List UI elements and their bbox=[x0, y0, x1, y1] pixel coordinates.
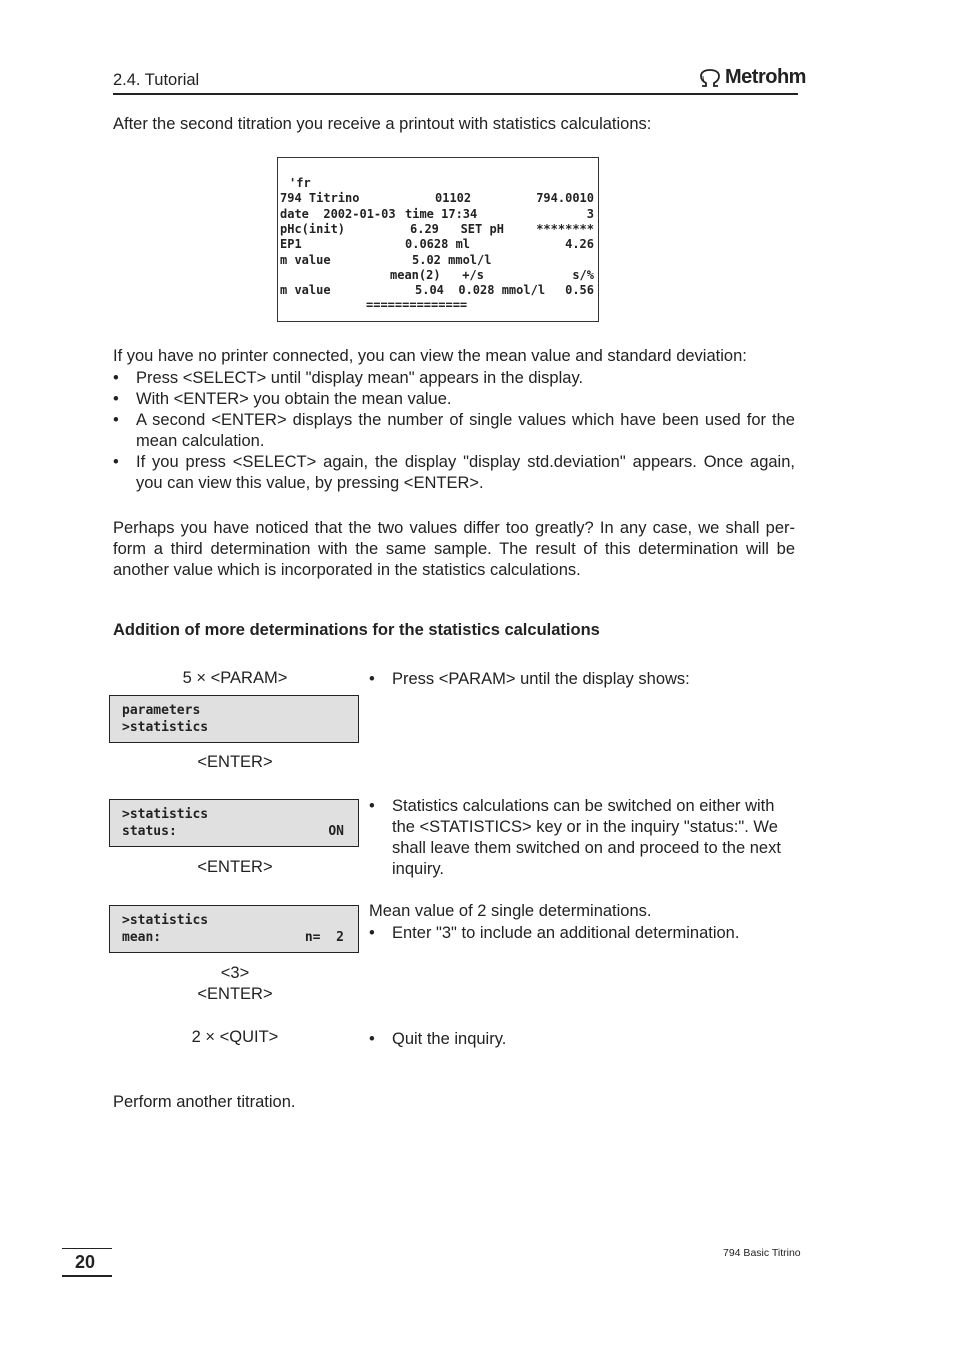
printout-line bbox=[280, 268, 594, 283]
lcd-line-2-text: mean: bbox=[122, 930, 162, 945]
printout-cell-middle: 01102 bbox=[435, 191, 472, 206]
closing-text: Perform another titration. bbox=[113, 1093, 296, 1111]
intro-text: After the second titration you receive a printout with statistics calculations: bbox=[113, 115, 652, 133]
printout-cell-middle: ============== bbox=[366, 298, 468, 313]
footer-product: 794 Basic Titrino bbox=[723, 1247, 801, 1259]
footer-rule-bottom bbox=[62, 1275, 112, 1277]
logo-text: Metrohm bbox=[725, 66, 806, 88]
list-item: • Quit the inquiry. bbox=[369, 1029, 799, 1050]
lcd-line-2-value: ON bbox=[328, 824, 344, 839]
step-note-1 bbox=[369, 669, 799, 690]
printout-cell-middle: 6.29 SET pH bbox=[410, 221, 504, 236]
printout-cell-right: 794.0010 bbox=[536, 191, 594, 206]
printout-cell-left: 794 Titrino bbox=[280, 191, 360, 206]
lcd-line-2 bbox=[122, 929, 344, 946]
lcd-line-2-text: >statistics bbox=[122, 720, 209, 735]
key-enter-1: <ENTER> bbox=[197, 753, 273, 771]
header-rule bbox=[113, 93, 798, 95]
lcd-line-1: >statistics bbox=[122, 913, 209, 928]
list-item: • Enter "3" to include an additional determination. bbox=[369, 923, 799, 944]
printout-line bbox=[280, 222, 594, 237]
printout-cell-middle: time 17:34 bbox=[405, 206, 478, 221]
printout-line bbox=[280, 298, 594, 313]
printout-cell-left: pHc(init) bbox=[280, 221, 346, 236]
footer-rule-top bbox=[62, 1248, 112, 1249]
printout-cell-left: m value bbox=[280, 252, 331, 267]
key-quit: 2 × <QUIT> bbox=[191, 1028, 279, 1046]
printout-cell-left: EP1 bbox=[280, 237, 302, 252]
lcd-line-2-value: n= 2 bbox=[304, 930, 344, 945]
lcd-line-2 bbox=[122, 719, 344, 736]
printout-line bbox=[280, 283, 594, 298]
printout-cell-middle: mean(2) +/s bbox=[390, 267, 484, 282]
no-printer-lead: If you have no printer connected, you can view the mean value and standard deviation: bbox=[113, 347, 747, 365]
brand-logo bbox=[698, 66, 806, 89]
printout-box bbox=[277, 157, 599, 322]
lcd-line-2 bbox=[122, 823, 344, 840]
section-heading: Addition of more determinations for the statistics calculations bbox=[113, 621, 600, 639]
printout-cell-left: m value bbox=[280, 283, 331, 298]
printout-cell-left: date 2002-01-03 bbox=[280, 206, 396, 221]
section-title: 2.4. Tutorial bbox=[113, 71, 200, 89]
list-item: • Press <PARAM> until the display shows: bbox=[369, 669, 799, 690]
printout-cell-right: s/% bbox=[572, 267, 594, 282]
step-note-3-lead: Mean value of 2 single determinations. bbox=[369, 902, 652, 920]
page-number: 20 bbox=[75, 1252, 96, 1272]
printout-cell-middle: 0.0628 ml bbox=[405, 237, 471, 252]
step-note-3 bbox=[369, 923, 799, 944]
lcd-line-2-text: status: bbox=[122, 824, 177, 839]
printout-line bbox=[280, 207, 594, 222]
step-note-5 bbox=[369, 1029, 799, 1050]
list-item: • If you press <SELECT> again, the display "display std.deviation" appears. Once again, you can view this value, by pressing <ENTER>. bbox=[113, 452, 795, 494]
printout-line bbox=[280, 237, 594, 252]
printout-line bbox=[280, 191, 594, 206]
printout-line bbox=[280, 176, 594, 191]
printout-cell-left: 'fr bbox=[289, 176, 311, 190]
lcd-line-1: >statistics bbox=[122, 807, 209, 822]
paragraph-statistics: Perhaps you have noticed that the two values differ too greatly? In any case, we shall per-form a third determination with the same sample. The result of this determination will be another value which is incorporated in the statistics calculations. bbox=[113, 519, 795, 579]
lcd-display-mean bbox=[109, 905, 359, 953]
printout-line bbox=[280, 253, 594, 268]
list-item: • Press <SELECT> until "display mean" appears in the display. bbox=[113, 368, 795, 389]
lcd-display-status bbox=[109, 799, 359, 847]
printout-cell-middle: 5.02 mmol/l bbox=[412, 252, 492, 267]
printout-cell-right: 0.56 bbox=[565, 283, 594, 298]
key-param: 5 × <PARAM> bbox=[182, 669, 288, 687]
key-3: <3> bbox=[220, 964, 250, 982]
printout-cell-right: 4.26 bbox=[565, 237, 594, 252]
list-item: • Statistics calculations can be switched on either with the <STATISTICS> key or in the inquiry "status:". We shall leave them switched on and proceed to the next inquiry. bbox=[369, 796, 799, 880]
key-enter-2: <ENTER> bbox=[197, 858, 273, 876]
step-note-2 bbox=[369, 796, 799, 880]
no-printer-list bbox=[113, 368, 795, 494]
list-item: • A second <ENTER> displays the number of single values which have been used for the mean calculation. bbox=[113, 410, 795, 452]
lcd-display-parameters bbox=[109, 695, 359, 743]
lcd-line-1: parameters bbox=[122, 703, 201, 718]
list-item: • With <ENTER> you obtain the mean value. bbox=[113, 389, 795, 410]
printout-cell-middle: 5.04 0.028 mmol/l bbox=[415, 283, 546, 298]
printout-cell-right: ******** bbox=[536, 221, 594, 236]
printout-cell-right: 3 bbox=[586, 206, 594, 221]
key-enter-3: <ENTER> bbox=[197, 985, 273, 1003]
omega-icon bbox=[698, 68, 722, 88]
